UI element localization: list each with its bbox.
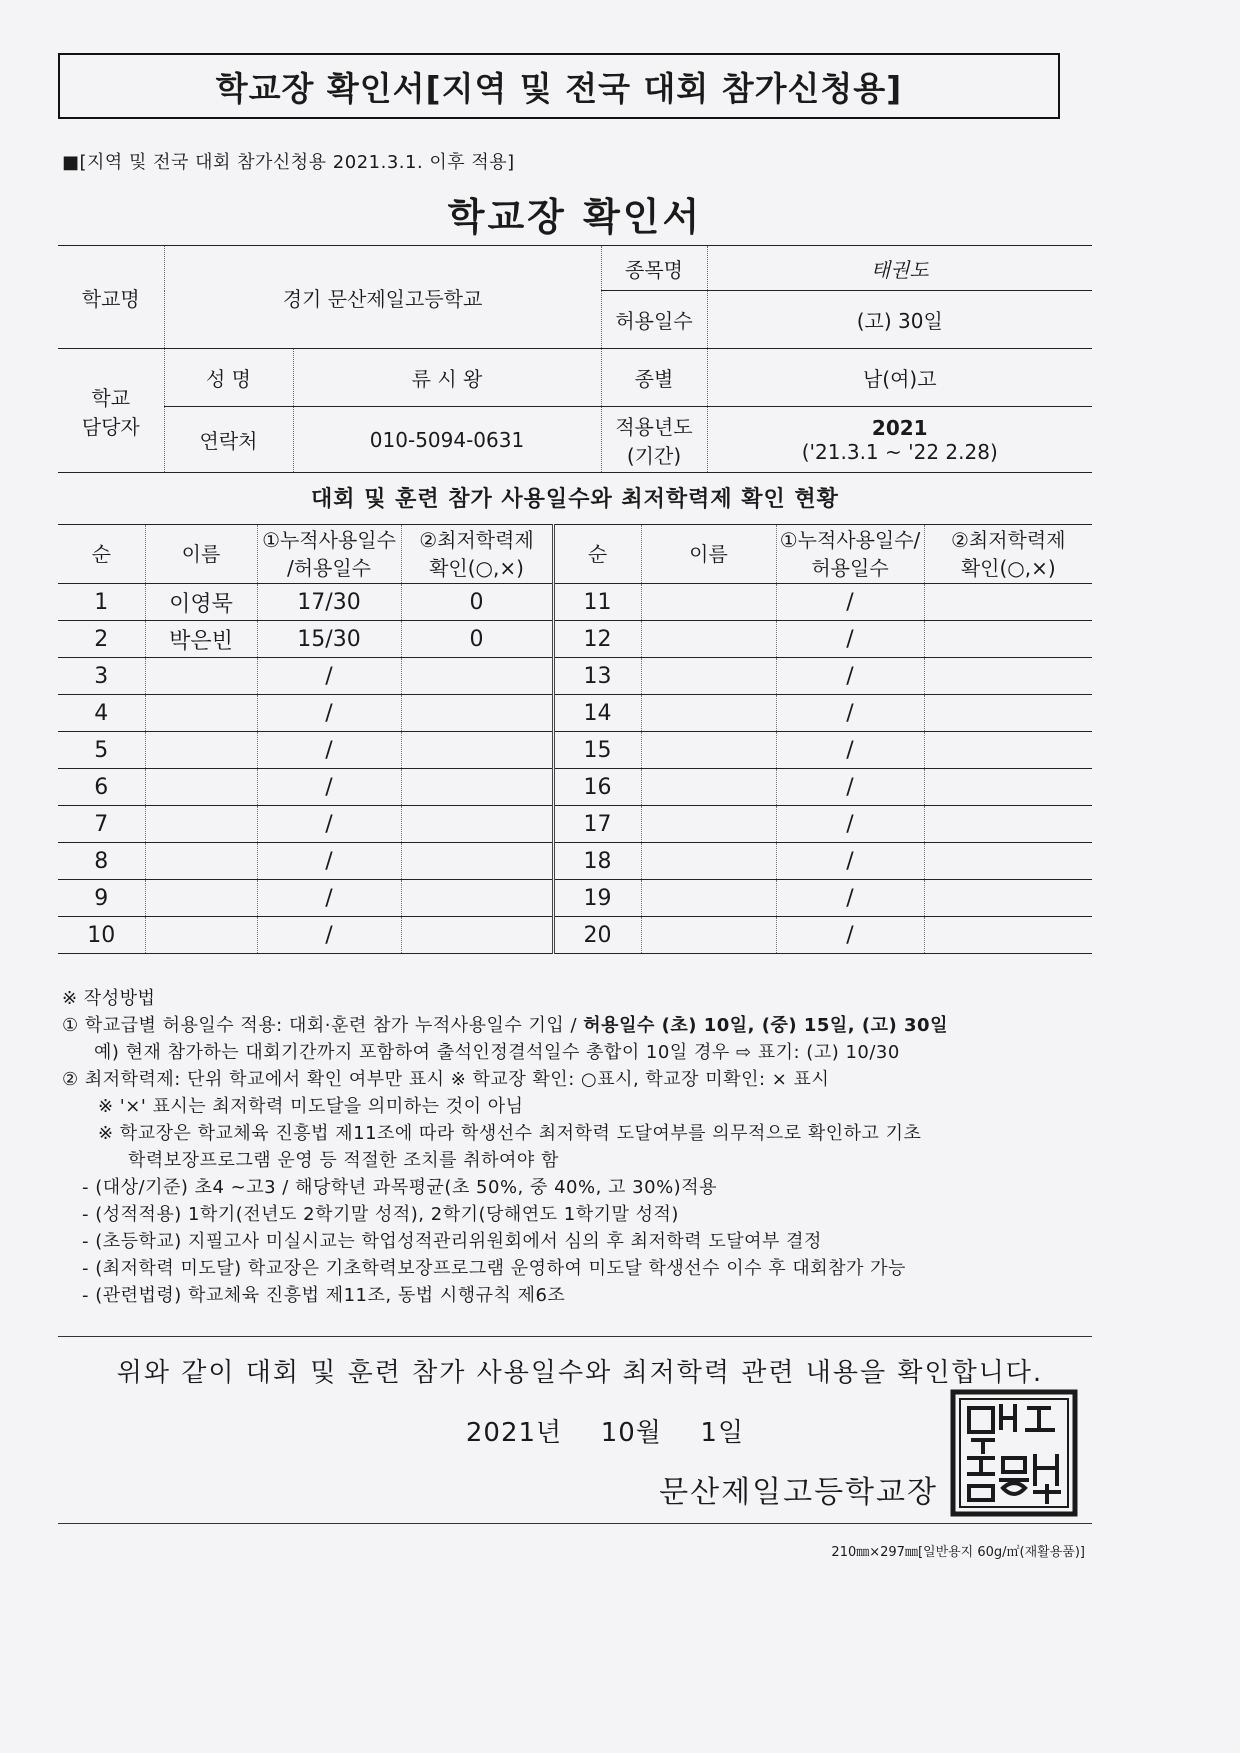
header-check-right-line2: 확인(○,×) xyxy=(960,556,1056,580)
note-2-sub2: ※ 학교장은 학교체육 진흥법 제11조에 따라 학생선수 최저학력 도달여부를 의무적으로 확인하고 기초 xyxy=(98,1123,922,1144)
school-info-table xyxy=(58,245,1092,473)
row-days: / xyxy=(776,806,924,843)
paper-spec-note: 210㎜×297㎜[일반용지 60g/㎡(재활용품)] xyxy=(831,1545,1085,1560)
note-dash-3: - (초등학교) 지필고사 미실시교는 학업성적관리위원회에서 심의 후 최저학력 도달여부 결정 xyxy=(82,1231,822,1252)
manager-label-line1: 학교 xyxy=(91,385,131,410)
school-name-value: 경기 문산제일고등학교 xyxy=(164,246,601,349)
row-days: / xyxy=(257,806,401,843)
row-name xyxy=(145,843,257,880)
header-check-left-line2: 확인(○,×) xyxy=(429,556,524,580)
row-name xyxy=(145,806,257,843)
row-name xyxy=(641,843,776,880)
school-seal-icon xyxy=(949,1388,1079,1518)
manager-name-label: 성 명 xyxy=(164,349,293,407)
header-check-left xyxy=(401,525,553,584)
row-check xyxy=(924,843,1092,880)
note-1-emphasis: 허용일수 (초) 10일, (중) 15일, (고) 30일 xyxy=(583,1015,948,1036)
row-name xyxy=(641,621,776,658)
row-days: / xyxy=(776,695,924,732)
row-check xyxy=(401,769,553,806)
notes-heading: ※ 작성방법 xyxy=(62,988,156,1009)
row-name xyxy=(641,806,776,843)
row-check: 0 xyxy=(401,621,553,658)
row-days: / xyxy=(776,880,924,917)
note-1-text: ① 학교급별 허용일수 적용: 대회·훈련 참가 누적사용일수 기입 / xyxy=(62,1015,584,1036)
row-no: 5 xyxy=(58,732,145,769)
contact-label: 연락처 xyxy=(164,407,293,473)
row-no: 20 xyxy=(553,917,641,954)
row-days: / xyxy=(776,843,924,880)
contact-value: 010-5094-0631 xyxy=(293,407,601,473)
row-days: / xyxy=(776,917,924,954)
table-row xyxy=(58,880,1092,917)
row-check xyxy=(924,695,1092,732)
manager-label-line2: 담당자 xyxy=(81,414,140,439)
row-name xyxy=(641,732,776,769)
row-no: 6 xyxy=(58,769,145,806)
row-no: 17 xyxy=(553,806,641,843)
row-no: 9 xyxy=(58,880,145,917)
row-check xyxy=(924,880,1092,917)
row-name xyxy=(145,695,257,732)
row-name xyxy=(145,917,257,954)
row-no: 7 xyxy=(58,806,145,843)
school-name-label: 학교명 xyxy=(58,246,164,349)
apply-year-label-line1: 적용년도 xyxy=(615,414,693,439)
row-check xyxy=(401,880,553,917)
confirmation-date: 2021년 10월 1일 xyxy=(465,1418,745,1448)
row-check xyxy=(401,695,553,732)
note-dash-4: - (최저학력 미도달) 학교장은 기초학력보장프로그램 운영하여 미도달 학생선수 이수 후 대회참가 가능 xyxy=(82,1258,906,1279)
row-no: 13 xyxy=(553,658,641,695)
header-days-right xyxy=(776,525,924,584)
row-no: 18 xyxy=(553,843,641,880)
header-days-left xyxy=(257,525,401,584)
row-name xyxy=(145,658,257,695)
row-check: 0 xyxy=(401,584,553,621)
note-2: ② 최저학력제: 단위 학교에서 확인 여부만 표시 ※ 학교장 확인: ○표시, 학교장 미확인: × 표시 xyxy=(62,1069,830,1090)
row-check xyxy=(401,806,553,843)
row-days: / xyxy=(257,732,401,769)
header-no-left: 순 xyxy=(58,525,145,584)
header-days-left-line1: ①누적사용일수 xyxy=(262,528,396,552)
header-name-right: 이름 xyxy=(641,525,776,584)
subtitle: ■[지역 및 전국 대회 참가신청용 2021.3.1. 이후 적용] xyxy=(62,152,515,173)
divider-top xyxy=(58,1336,1092,1337)
table-row xyxy=(58,695,1092,732)
row-days: / xyxy=(257,695,401,732)
table-row xyxy=(58,584,1092,621)
main-title: 학교장 확인서 xyxy=(447,195,703,239)
table-row xyxy=(58,843,1092,880)
header-name-left: 이름 xyxy=(145,525,257,584)
row-name xyxy=(641,917,776,954)
note-1 xyxy=(62,1012,1092,1039)
row-days: / xyxy=(776,732,924,769)
row-name: 이영묵 xyxy=(145,584,257,621)
note-dash-2: - (성적적용) 1학기(전년도 2학기말 성적), 2학기(당해연도 1학기말 성적) xyxy=(82,1204,679,1225)
row-check xyxy=(924,806,1092,843)
row-name xyxy=(641,880,776,917)
row-check xyxy=(924,621,1092,658)
row-check xyxy=(924,658,1092,695)
row-no: 10 xyxy=(58,917,145,954)
usage-table xyxy=(58,524,1092,954)
category-value: 남(여)고 xyxy=(707,349,1092,407)
divider-bottom xyxy=(58,1523,1092,1524)
sport-value: 태권도 xyxy=(707,246,1092,291)
table-row xyxy=(58,621,1092,658)
table-row xyxy=(58,806,1092,843)
row-check xyxy=(401,658,553,695)
header-days-left-line2: /허용일수 xyxy=(286,556,372,580)
table-row xyxy=(58,658,1092,695)
row-check xyxy=(401,732,553,769)
table-row xyxy=(58,917,1092,954)
table-row xyxy=(58,769,1092,806)
row-name xyxy=(641,769,776,806)
row-no: 1 xyxy=(58,584,145,621)
header-days-right-line1: ①누적사용일수/ xyxy=(779,528,921,552)
row-no: 3 xyxy=(58,658,145,695)
row-name xyxy=(145,880,257,917)
row-days: 17/30 xyxy=(257,584,401,621)
row-check xyxy=(924,732,1092,769)
row-no: 11 xyxy=(553,584,641,621)
note-1-example: 예) 현재 참가하는 대회기간까지 포함하여 출석인정결석일수 총합이 10일 경우 ⇨ 표기: (고) 10/30 xyxy=(94,1042,900,1063)
apply-year-label xyxy=(601,407,707,473)
apply-year-label-line2: (기간) xyxy=(626,443,682,468)
row-days: / xyxy=(776,621,924,658)
header-check-right xyxy=(924,525,1092,584)
sport-label: 종목명 xyxy=(601,246,707,291)
row-no: 12 xyxy=(553,621,641,658)
usage-section-title: 대회 및 훈련 참가 사용일수와 최저학력제 확인 현황 xyxy=(311,487,839,512)
row-no: 19 xyxy=(553,880,641,917)
row-name xyxy=(641,695,776,732)
principal-name: 문산제일고등학교장 xyxy=(659,1475,938,1510)
row-days: / xyxy=(257,880,401,917)
apply-year-value xyxy=(707,407,1092,473)
header-no-right: 순 xyxy=(553,525,641,584)
row-name xyxy=(641,584,776,621)
row-days: / xyxy=(257,658,401,695)
header-check-right-line1: ②최저학력제 xyxy=(950,528,1066,552)
row-check xyxy=(401,917,553,954)
row-days: 15/30 xyxy=(257,621,401,658)
category-label: 종별 xyxy=(601,349,707,407)
allowed-days-label: 허용일수 xyxy=(601,291,707,349)
note-2-sub1: ※ '×' 표시는 최저학력 미도달을 의미하는 것이 아님 xyxy=(98,1096,524,1117)
row-name: 박은빈 xyxy=(145,621,257,658)
row-check xyxy=(401,843,553,880)
header-days-right-line2: 허용일수 xyxy=(811,556,889,580)
apply-period: ('21.3.1 ~ '22 2.28) xyxy=(801,439,998,464)
note-dash-1: - (대상/기준) 초4 ~고3 / 해당학년 과목평균(초 50%, 중 40%, 고 30%)적용 xyxy=(82,1177,717,1198)
row-no: 15 xyxy=(553,732,641,769)
table-row xyxy=(58,732,1092,769)
row-days: / xyxy=(776,584,924,621)
manager-name-value: 류 시 왕 xyxy=(293,349,601,407)
row-days: / xyxy=(776,658,924,695)
note-2-sub2-cont: 학력보장프로그램 운영 등 적절한 조치를 취하여야 함 xyxy=(128,1150,559,1171)
note-dash-5: - (관련법령) 학교체육 진흥법 제11조, 동법 시행규칙 제6조 xyxy=(82,1285,566,1306)
top-title-box: 학교장 확인서[지역 및 전국 대회 참가신청용] xyxy=(58,53,1060,119)
apply-year: 2021 xyxy=(871,415,928,440)
writing-instructions xyxy=(62,985,1092,1309)
row-check xyxy=(924,584,1092,621)
manager-label xyxy=(58,349,164,473)
row-no: 4 xyxy=(58,695,145,732)
row-no: 16 xyxy=(553,769,641,806)
row-no: 14 xyxy=(553,695,641,732)
confirmation-statement: 위와 같이 대회 및 훈련 참가 사용일수와 최저학력 관련 내용을 확인합니다. xyxy=(116,1358,1044,1388)
row-name xyxy=(145,732,257,769)
allowed-days-value: (고) 30일 xyxy=(707,291,1092,349)
row-check xyxy=(924,917,1092,954)
row-days: / xyxy=(776,769,924,806)
header-check-left-line1: ②최저학력제 xyxy=(419,528,534,552)
row-no: 2 xyxy=(58,621,145,658)
row-days: / xyxy=(257,843,401,880)
row-days: / xyxy=(257,769,401,806)
row-check xyxy=(924,769,1092,806)
row-no: 8 xyxy=(58,843,145,880)
row-days: / xyxy=(257,917,401,954)
row-name xyxy=(641,658,776,695)
row-name xyxy=(145,769,257,806)
